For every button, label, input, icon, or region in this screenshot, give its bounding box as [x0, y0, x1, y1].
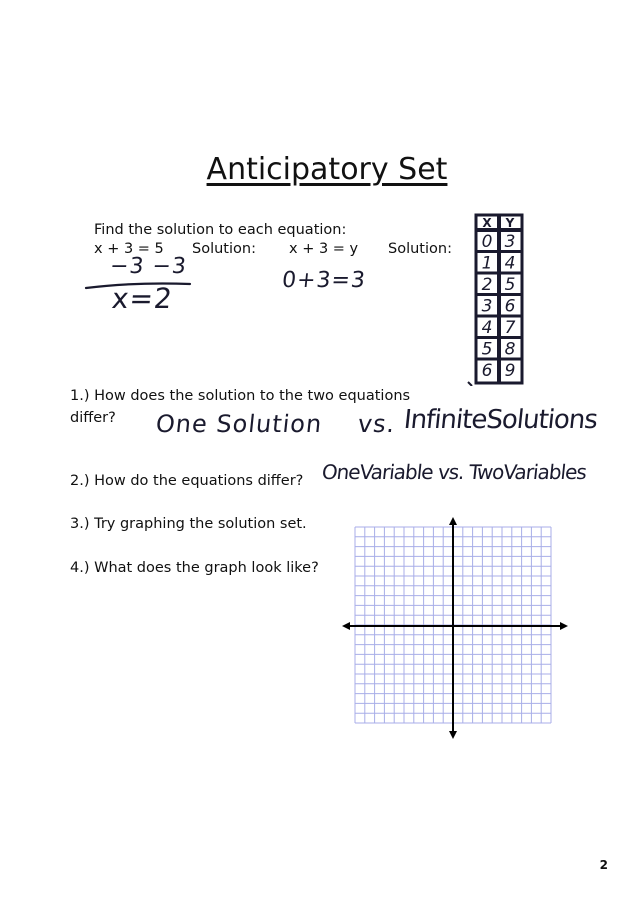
question-2: 2.) How do the equations differ? — [70, 473, 304, 489]
xy-table-cell: 1 — [481, 253, 493, 274]
y-axis-top-arrow — [449, 517, 457, 525]
xy-table-cell: 3 — [481, 296, 493, 317]
coordinate-grid — [340, 515, 570, 741]
xy-table-cell: 5 — [504, 275, 516, 295]
xy-table-header: X — [482, 216, 492, 230]
xy-table-cell: 8 — [504, 339, 516, 360]
handwritten-answer-1-vs: vs. — [356, 410, 397, 438]
question-4: 4.) What does the graph look like? — [70, 560, 319, 576]
question-1-line-2: differ? — [70, 410, 116, 426]
xy-table-cell: 6 — [504, 296, 516, 317]
xy-table-cell: 6 — [481, 361, 493, 381]
handwritten-answer-1b: InfiniteSolutions — [402, 405, 599, 435]
xy-table-cell: 5 — [481, 339, 493, 360]
question-1-line-1: 1.) How does the solution to the two equations — [70, 388, 411, 404]
page-number: 2 — [599, 858, 608, 872]
equation-2: x + 3 = y — [289, 241, 359, 257]
xy-table-cell: 3 — [504, 232, 516, 252]
solution-1-label: Solution: — [192, 241, 256, 257]
handwritten-result-1: x=2 — [110, 282, 175, 315]
solution-2-label: Solution: — [388, 241, 452, 257]
xy-table-header: Y — [505, 216, 515, 230]
x-axis-right-arrow — [560, 622, 568, 630]
y-axis-bottom-arrow — [449, 731, 457, 739]
handwritten-subtract-step: −3 −3 — [108, 254, 189, 279]
xy-table-cell: 7 — [504, 318, 516, 338]
xy-table — [466, 210, 536, 386]
xy-table-cell: 2 — [481, 275, 493, 295]
handwritten-equation-2-work: 0+3=3 — [280, 268, 368, 293]
x-axis-left-arrow — [342, 622, 350, 630]
instruction-text: Find the solution to each equation: — [94, 222, 347, 238]
xy-table-cell: 4 — [504, 253, 516, 274]
handwritten-answer-1a: One Solution — [154, 410, 324, 438]
xy-table-cell: 0 — [481, 232, 493, 252]
equation-1: x + 3 = 5 — [94, 241, 164, 257]
question-3: 3.) Try graphing the solution set. — [70, 516, 307, 532]
handwritten-answer-2: OneVariable vs. TwoVariables — [320, 460, 588, 484]
xy-table-cell: 4 — [481, 318, 493, 338]
page-title: Anticipatory Set — [206, 152, 448, 187]
xy-table-cell: 9 — [504, 361, 516, 381]
